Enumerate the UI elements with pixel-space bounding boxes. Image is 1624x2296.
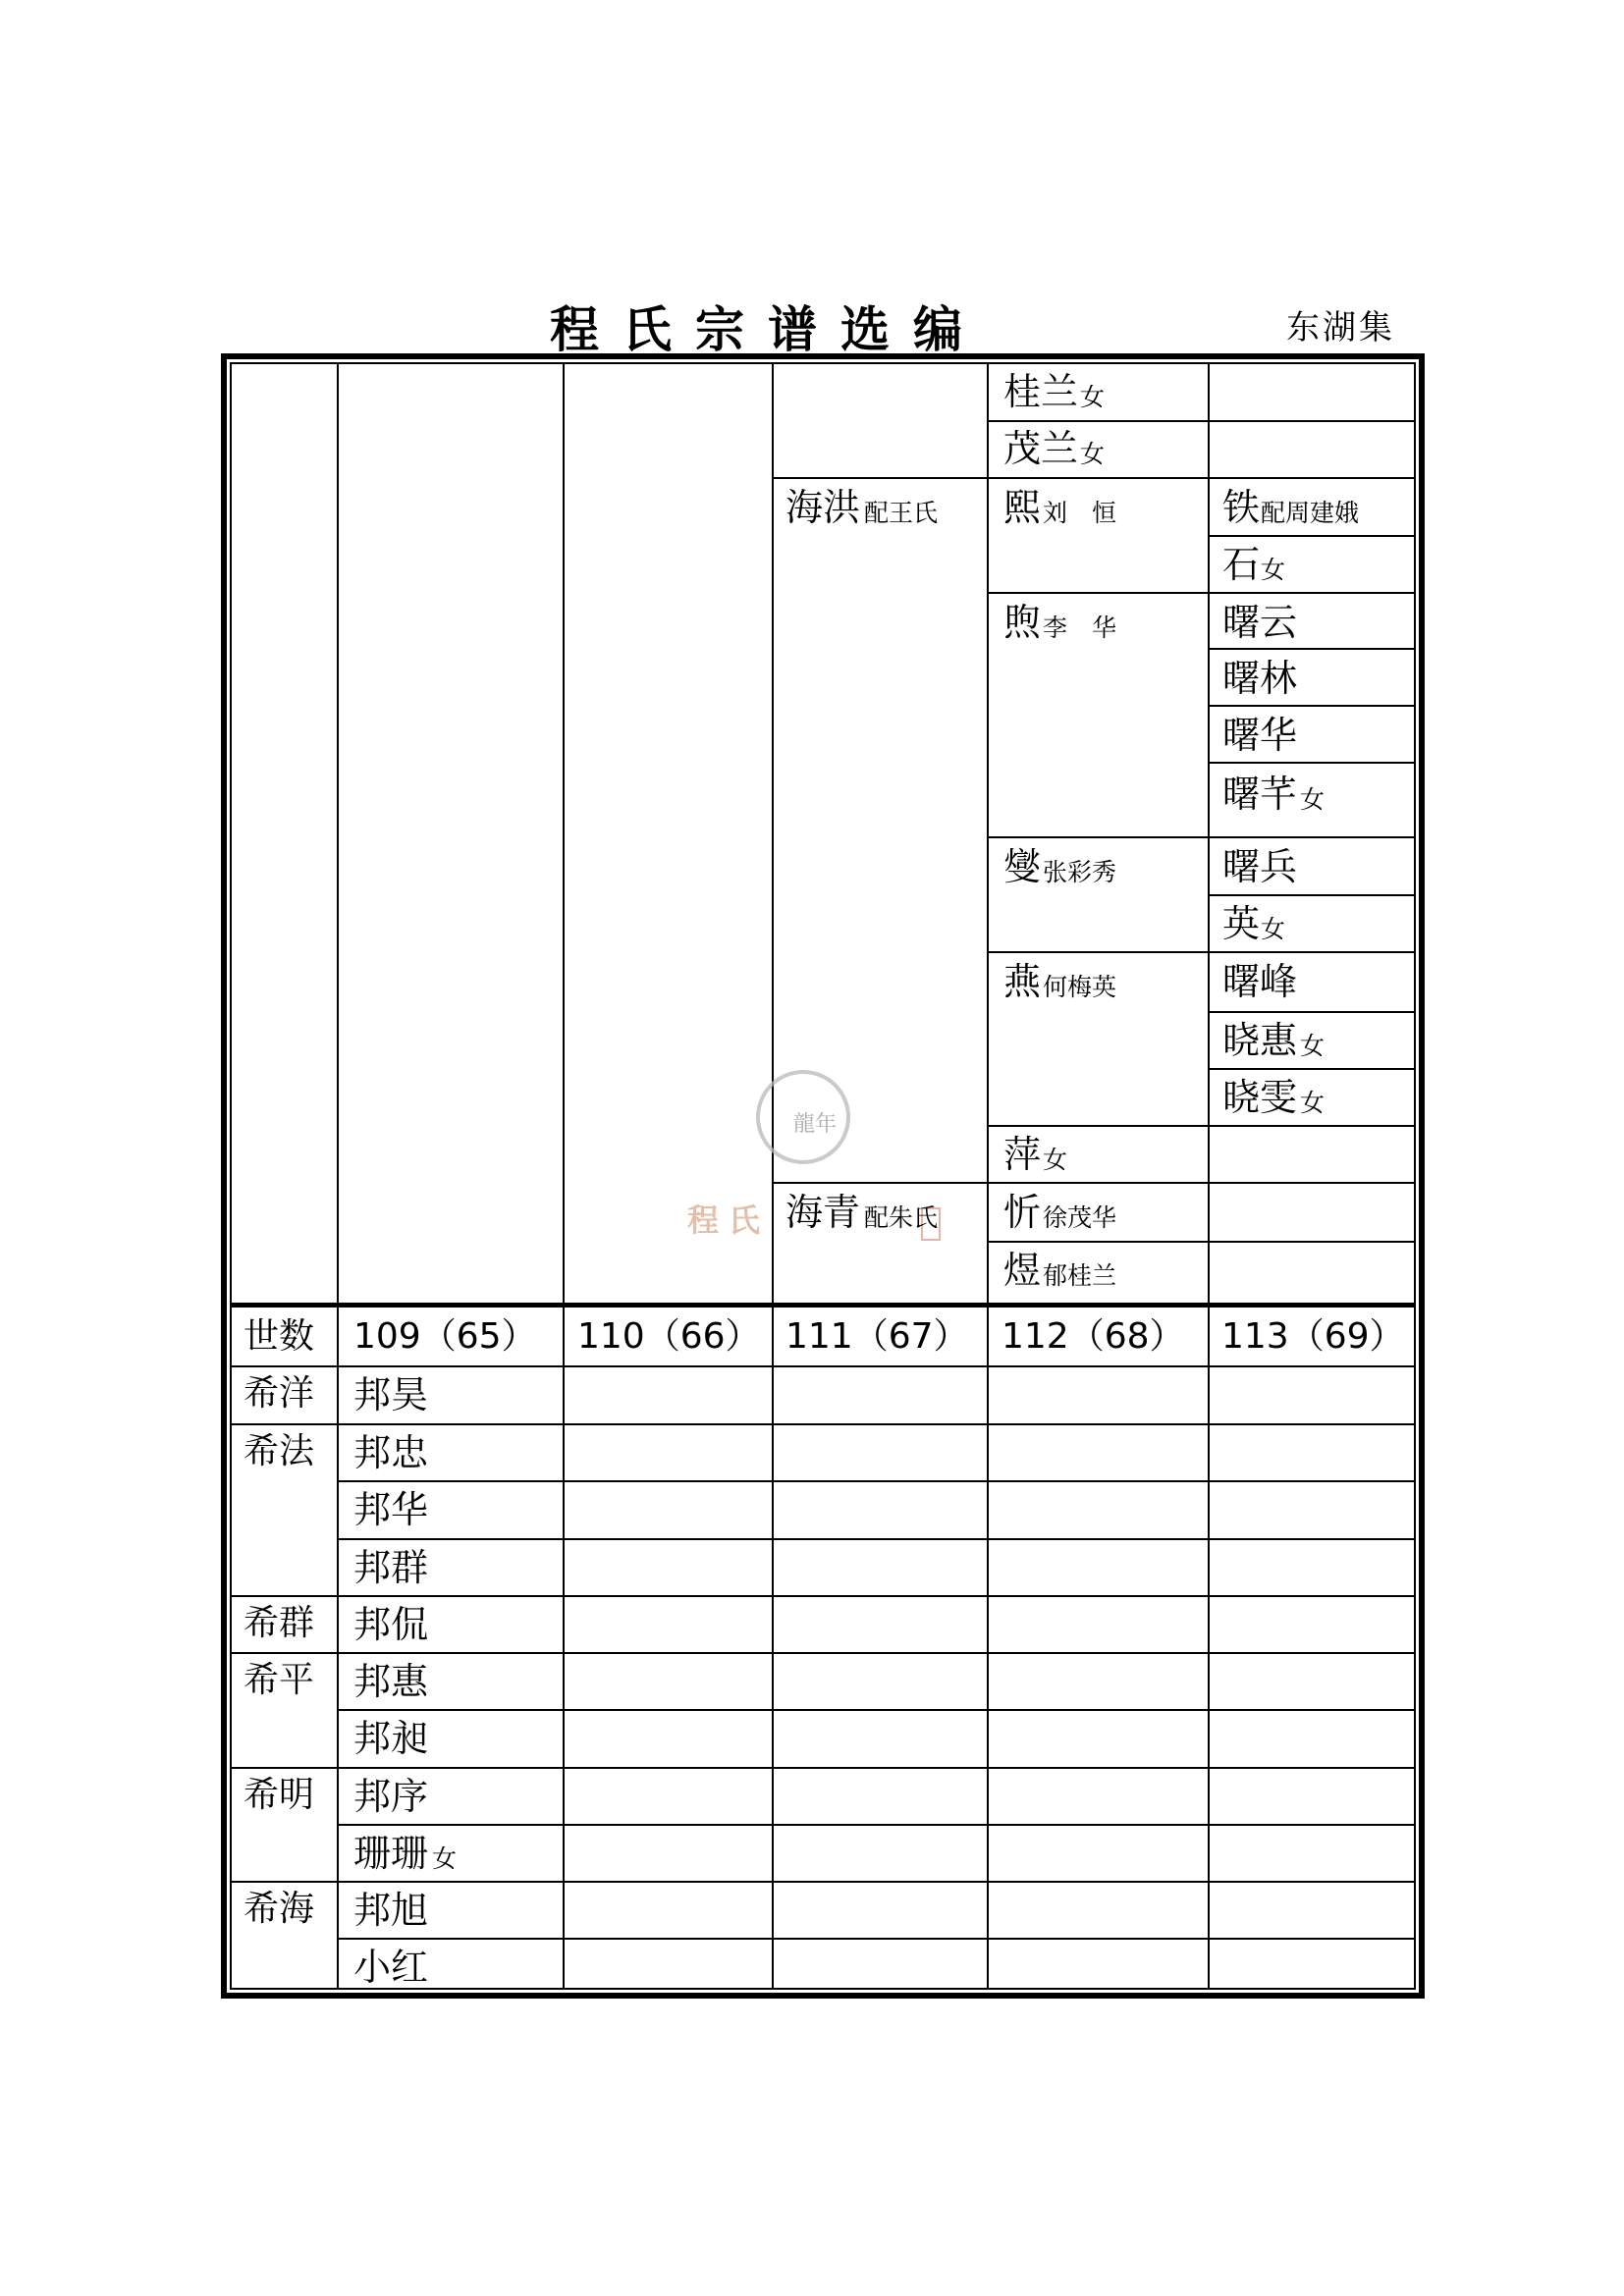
name-xiao-hui: 晓惠 [1222,1019,1298,1062]
row-line [337,1709,1416,1711]
name-shu-bing: 曙兵 [1222,845,1298,888]
lower-col-line [337,1308,339,1990]
name-mao-lan: 茂兰 [1003,427,1079,470]
spouse-yan: 何梅英 [1043,973,1117,1001]
father-xi-fa: 希法 [244,1431,315,1471]
name-ying: 英 [1222,902,1261,945]
spouse-xin: 徐茂华 [1043,1203,1117,1232]
row-line [1208,592,1416,594]
row-line [1208,705,1416,707]
header-gen-113: 113（69） [1221,1316,1405,1357]
son-bang-zhong: 邦忠 [353,1431,429,1474]
row-line [987,836,1210,838]
female-mark: 女 [432,1844,458,1873]
son-bang-xu: 邦序 [353,1775,429,1818]
spouse-yu: 郁桂兰 [1043,1261,1117,1290]
row-line [230,1595,1416,1597]
daughter-xiao-hong: 小红 [353,1946,429,1989]
row-line [987,951,1210,953]
row-line [1208,951,1416,953]
row-line [230,1423,1416,1425]
row-line [987,1182,1210,1184]
upper-col-line [563,362,565,1303]
row-line [1208,420,1416,422]
name-ping: 萍 [1003,1133,1042,1176]
spouse-xi: 刘 恒 [1043,499,1117,527]
row-line [1208,1182,1416,1184]
header-gen-110: 110（66） [577,1316,761,1357]
father-xi-ping: 希平 [244,1660,315,1700]
row-line [1208,535,1416,537]
father-xi-yang: 希洋 [244,1373,315,1414]
name-xiao-wen: 晓雯 [1222,1076,1298,1119]
name-yu: 煜 [1003,1249,1042,1292]
female-mark: 女 [1080,383,1106,411]
name-gui-lan: 桂兰 [1003,370,1079,413]
name-shu-hua: 曙华 [1222,714,1298,757]
row-line [337,1538,1416,1540]
name-xin: 忻 [1003,1191,1042,1234]
row-line [337,1938,1416,1940]
son-bang-kan: 邦侃 [353,1603,429,1646]
row-line [1208,477,1416,479]
row-line [1208,836,1416,838]
son-bang-chang: 邦昶 [353,1717,429,1760]
lower-col-line [772,1308,774,1990]
spouse-xie: 张彩秀 [1043,858,1117,886]
section-separator [230,1303,1416,1308]
row-line [337,1824,1416,1826]
row-line [772,477,989,479]
female-mark: 女 [1300,1089,1326,1117]
row-line [1208,1068,1416,1070]
row-line [987,420,1210,422]
lower-col-line [987,1308,989,1990]
row-line [337,1480,1416,1482]
female-mark: 女 [1300,785,1326,814]
female-mark: 女 [1043,1146,1068,1174]
header-gen-112: 112（68） [1001,1316,1185,1357]
page-subtitle: 东湖集 [1286,308,1395,347]
row-line [1208,894,1416,896]
lower-col-line [563,1308,565,1990]
row-line [230,1767,1416,1769]
upper-col-line [987,362,989,1303]
row-line [230,1365,1416,1367]
row-line [772,1182,989,1184]
son-bang-xu-2: 邦旭 [353,1889,429,1932]
page-title: 程氏宗谱选编 [550,300,986,358]
female-mark: 女 [1261,556,1286,584]
father-xi-qun: 希群 [244,1603,315,1643]
upper-col-line [337,362,339,1303]
son-bang-hua: 邦华 [353,1488,429,1531]
name-hai-hong: 海洪 [785,486,861,529]
row-line [230,1881,1416,1883]
seal-text: 龍年 [793,1112,838,1137]
lower-col-line [1208,1308,1210,1990]
name-xie: 燮 [1003,845,1042,888]
spouse-hai-hong: 配王氏 [864,499,939,527]
row-line [1208,762,1416,764]
name-shu-feng: 曙峰 [1222,960,1298,1003]
son-bang-qun: 邦群 [353,1546,429,1589]
name-hai-qing: 海青 [785,1191,861,1234]
spouse-hai-qing: 配朱氏 [864,1203,939,1232]
name-tie: 铁 [1222,486,1261,529]
spouse-xu: 李 华 [1043,614,1117,642]
row-line [987,477,1210,479]
father-xi-ming: 希明 [244,1775,315,1815]
header-gen-111: 111（67） [785,1316,969,1357]
name-shu-qian: 曙芊 [1222,773,1298,816]
daughter-shan-shan: 珊珊 [353,1832,429,1875]
name-xi: 熙 [1003,486,1042,529]
row-line [1208,1011,1416,1013]
son-bang-hao: 邦昊 [353,1373,429,1416]
header-generation: 世数 [244,1316,315,1357]
row-line [1208,1125,1416,1127]
name-yan: 燕 [1003,960,1042,1003]
upper-col-line [1208,362,1210,1303]
upper-col-line [772,362,774,1303]
name-xu: 煦 [1003,601,1042,644]
female-mark: 女 [1080,440,1106,468]
row-line [987,592,1210,594]
row-line [230,1652,1416,1654]
header-gen-109: 109（65） [353,1316,537,1357]
father-xi-hai: 希海 [244,1889,315,1929]
son-bang-hui: 邦惠 [353,1660,429,1703]
female-mark: 女 [1261,915,1286,943]
spouse-tie: 配周建娥 [1261,499,1360,527]
row-line [987,1241,1210,1243]
name-shi: 石 [1222,543,1261,586]
row-line [1208,648,1416,650]
name-shu-lin: 曙林 [1222,657,1298,700]
female-mark: 女 [1300,1032,1326,1060]
row-line [987,1125,1210,1127]
name-shu-yun: 曙云 [1222,601,1298,644]
row-line [1208,1241,1416,1243]
watermark-text: 程氏 [687,1201,771,1239]
